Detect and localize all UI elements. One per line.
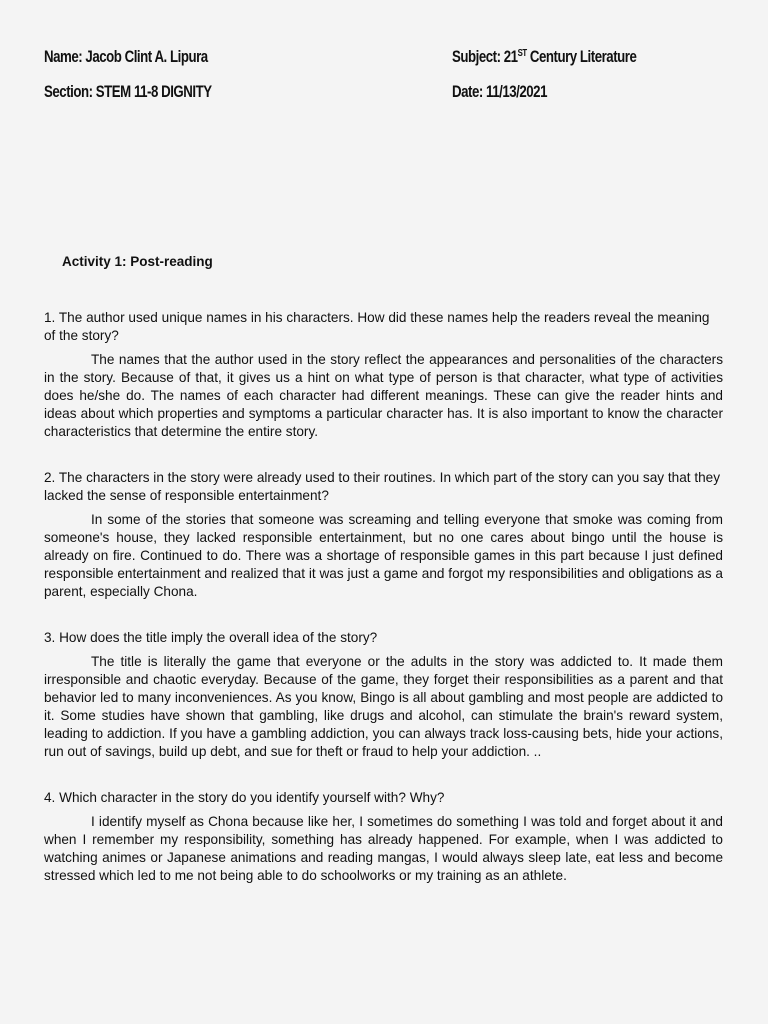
subject-superscript: ST bbox=[517, 48, 527, 59]
answer-4: I identify myself as Chona because like her, I sometimes do something I was told and forget about it and when I remember my responsibility, something has already happened. For example, when I was addicted to watching animes or Japanese animations and reading mangas, I would always sleep late, eat less and become stressed which led to me not being able to do schoolworks or my training as an athlete. bbox=[44, 814, 723, 883]
answer-3: The title is literally the game that everyone or the adults in the story was addicted to. It made them irresponsible and chaotic everyday. Because of the game, they forget their responsibilities as a parent and that behavior led to many inconveniences. As you know, Bingo is all about gambling and most people are addicted to it. Some studies have shown that gambling, like drugs and alcohol, can stimulate the brain's reward system, leading to addiction. If you have a gambling addiction, you can always track loss-causing bets, hide your actions, run out of savings, build up debt, and sue for theft or fraud to help your addiction. .. bbox=[44, 654, 723, 759]
activity-title: Activity 1: Post-reading bbox=[62, 254, 213, 269]
student-section: Section: STEM 11-8 DIGNITY bbox=[44, 82, 212, 101]
answer-1: The names that the author used in the story reflect the appearances and personalities of the characters in the story. Because of that, it gives us a hint on what type of person is that character, what type of activities does he/she do. The names of each character had different meanings. These can give the reader hints and ideas about which properties and symptoms a particular character has. It is also important to know the character characteristics that determine the entire story. bbox=[44, 352, 723, 439]
question-1: 1. The author used unique names in his characters. How did these names help the readers reveal the meaning of the story? bbox=[44, 310, 710, 343]
student-name: Name: Jacob Clint A. Lipura bbox=[44, 47, 208, 66]
answer-2: In some of the stories that someone was screaming and telling everyone that smoke was coming from someone's house, they lacked responsible entertainment, but no one cares about bingo until the house is already on fire. Continued to do. There was a shortage of responsible games in this part because I just defined responsible entertainment and realized that it was just a game and forgot my responsibilities and obligations as a parent, especially Chona. bbox=[44, 512, 723, 599]
subject-suffix: Century Literature bbox=[526, 47, 637, 66]
question-4: 4. Which character in the story do you identify yourself with? Why? bbox=[44, 790, 445, 805]
subject-prefix: Subject: 21 bbox=[452, 47, 518, 66]
questions-body bbox=[44, 309, 723, 885]
question-3: 3. How does the title imply the overall idea of the story? bbox=[44, 630, 378, 645]
subject-line bbox=[452, 47, 636, 67]
question-2: 2. The characters in the story were already used to their routines. In which part of the story can you say that they lacked the sense of responsible entertainment? bbox=[44, 470, 721, 503]
date-line: Date: 11/13/2021 bbox=[452, 82, 547, 101]
